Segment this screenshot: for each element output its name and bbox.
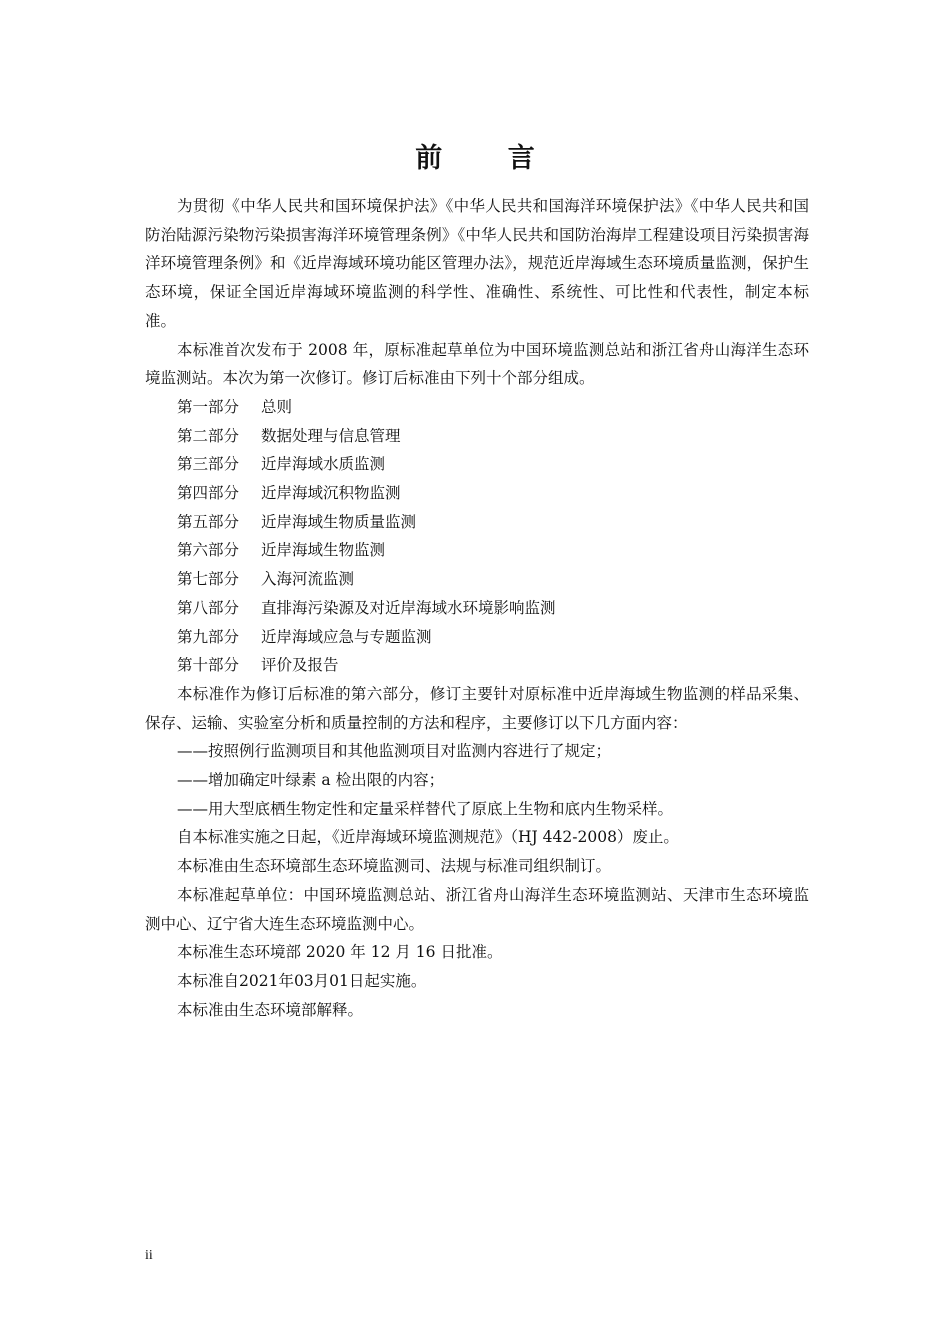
drafters-paragraph: 本标准起草单位：中国环境监测总站、浙江省舟山海洋生态环境监测站、天津市生态环境监测中心、辽宁省大连生态环境监测中心。 <box>145 885 809 933</box>
list-item: 第十部分 评价及报告 <box>177 656 339 675</box>
document-body <box>145 192 809 1024</box>
list-item: 第三部分 近岸海域水质监测 <box>177 455 386 474</box>
intro-paragraph: 为贯彻《中华人民共和国环境保护法》《中华人民共和国海洋环境保护法》《中华人民共和国防治陆源污染物污染损害海洋环境管理条例》《中华人民共和国防治海岸工程建设项目污染损害海洋环境管理条例》和《近岸海域环境功能区管理办法》，规范近岸海域生态环境质量监测，保护生态环境，保证全国近岸海域环境监测的科学性、准确性、系统性、可比性和代表性，制定本标准。 <box>145 197 809 330</box>
page-title: 前 言 <box>415 143 563 174</box>
list-item: 第一部分 总则 <box>177 397 293 416</box>
revision-item: ——增加确定叶绿素 a 检出限的内容； <box>177 771 445 790</box>
list-item: 第九部分 近岸海域应急与专题监测 <box>177 627 432 646</box>
parts-list <box>145 393 809 680</box>
effective-paragraph: 本标准自2021年03月01日起实施。 <box>177 971 427 990</box>
list-item: 第八部分 直排海污染源及对近岸海域水环境影响监测 <box>177 598 556 617</box>
list-item: 第七部分 入海河流监测 <box>177 570 355 589</box>
list-item: 第五部分 近岸海域生物质量监测 <box>177 512 417 531</box>
history-paragraph: 本标准首次发布于 2008 年，原标准起草单位为中国环境监测总站和浙江省舟山海洋生态环境监测站。本次为第一次修订。修订后标准由下列十个部分组成。 <box>145 340 809 388</box>
list-item: 第六部分 近岸海域生物监测 <box>177 541 386 560</box>
revision-item: ——用大型底栖生物定性和定量采样替代了原底上生物和底内生物采样。 <box>177 799 674 818</box>
list-item: 第四部分 近岸海域沉积物监测 <box>177 484 401 503</box>
organizer-paragraph: 本标准由生态环境部生态环境监测司、法规与标准司组织制订。 <box>177 857 612 876</box>
revision-item: ——按照例行监测项目和其他监测项目对监测内容进行了规定； <box>177 742 612 761</box>
list-item: 第二部分 数据处理与信息管理 <box>177 426 401 445</box>
approved-paragraph: 本标准生态环境部 2020 年 12 月 16 日批准。 <box>177 943 503 962</box>
interpret-paragraph: 本标准由生态环境部解释。 <box>177 1000 364 1019</box>
revision-paragraph: 本标准作为修订后标准的第六部分，修订主要针对原标准中近岸海域生物监测的样品采集、保存、运输、实验室分析和质量控制的方法和程序，主要修订以下几方面内容： <box>145 684 809 732</box>
abolish-paragraph: 自本标准实施之日起，《近岸海域环境监测规范》（HJ 442-2008）废止。 <box>177 828 679 847</box>
page-number: ii <box>145 1248 153 1263</box>
